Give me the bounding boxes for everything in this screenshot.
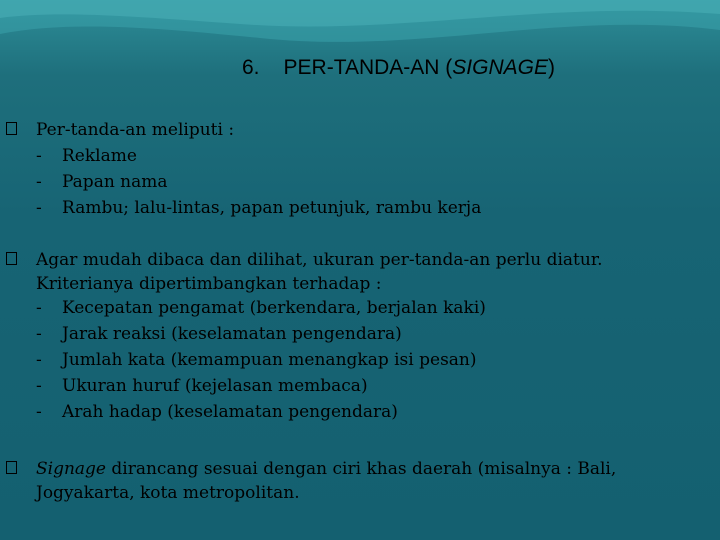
list-item: - Rambu; lalu-lintas, papan petunjuk, rambu kerja [36, 198, 482, 218]
list-item: - Jarak reaksi (keselamatan pengendara) [36, 324, 402, 344]
list-item: - Jumlah kata (kemampuan menangkap isi pesan) [36, 350, 477, 370]
list-item: - Ukuran huruf (kejelasan membaca) [36, 376, 368, 396]
section-2-intro-line2: Kriterianya dipertimbangkan terhadap : [36, 274, 382, 294]
list-item: - Reklame [36, 146, 137, 166]
title-number: 6. [242, 56, 260, 79]
section-3-line1: Signage dirancang sesuai dengan ciri khas daerah (misalnya : Bali, [36, 459, 617, 479]
list-item: - Arah hadap (keselamatan pengendara) [36, 402, 398, 422]
square-bullet-icon [6, 461, 17, 474]
slide-title [242, 56, 555, 80]
section-3-line2: Jogyakarta, kota metropolitan. [36, 483, 300, 503]
title-italic: SIGNAGE [452, 56, 548, 79]
section-1-intro: Per-tanda-an meliputi : [36, 120, 235, 140]
title-text: PER-TANDA-AN ( [283, 56, 453, 79]
section-3 [0, 456, 720, 516]
square-bullet-icon [6, 252, 17, 265]
section-2-intro: Agar mudah dibaca dan dilihat, ukuran per-tanda-an perlu diatur. [36, 250, 603, 270]
title-close: ) [548, 56, 555, 79]
list-item: - Papan nama [36, 172, 168, 192]
section-2 [0, 247, 720, 437]
list-item: - Kecepatan pengamat (berkendara, berjalan kaki) [36, 298, 486, 318]
section-1 [0, 117, 720, 227]
square-bullet-icon [6, 122, 17, 135]
